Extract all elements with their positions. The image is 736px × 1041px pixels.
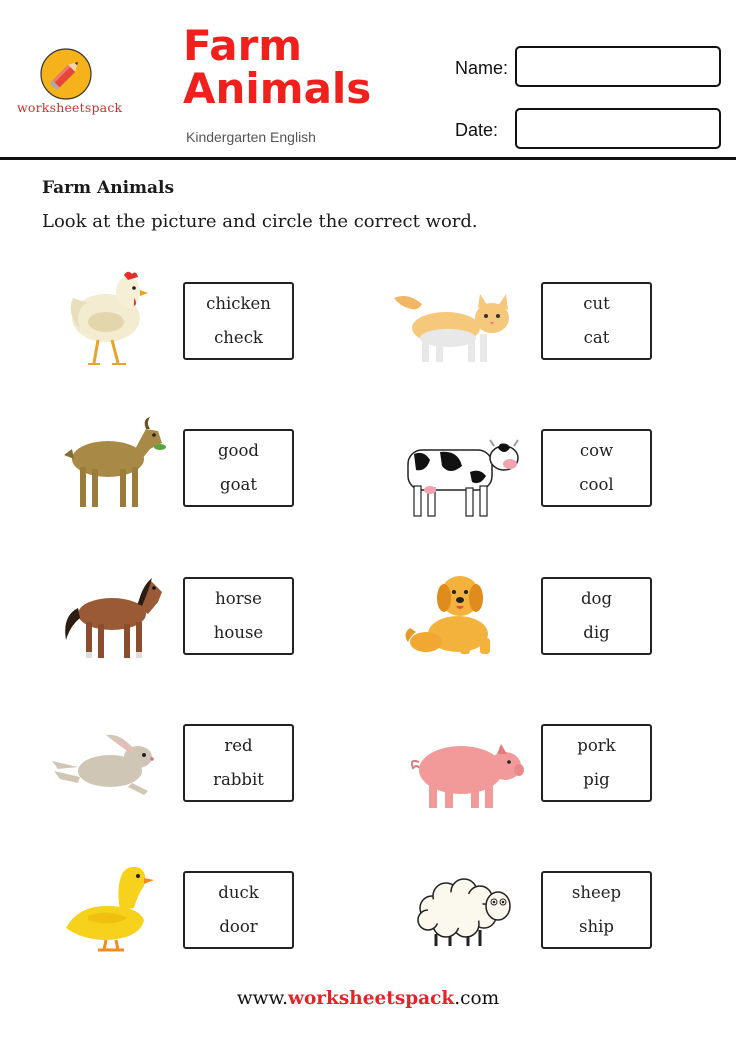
word-option[interactable]: cat (583, 328, 610, 347)
word-option[interactable]: cow (579, 441, 614, 460)
word-option[interactable]: sheep (571, 883, 622, 902)
goat-icon (50, 415, 180, 515)
section-title: Farm Animals (42, 178, 175, 198)
word-option[interactable]: red (224, 736, 253, 755)
choice-box-goat (183, 429, 294, 507)
word-option[interactable]: dig (583, 623, 610, 642)
name-field[interactable] (515, 46, 721, 87)
logo-text: worksheetspack (17, 100, 123, 115)
word-option[interactable]: rabbit (213, 770, 264, 789)
date-label: Date: (455, 120, 499, 140)
header-divider (0, 157, 736, 160)
choice-box-dog (541, 577, 652, 655)
footer-url[interactable]: www.worksheetspack.com (236, 988, 500, 1009)
date-field[interactable] (515, 108, 721, 149)
name-label: Name: (455, 58, 509, 78)
word-option[interactable]: pork (577, 736, 616, 755)
word-option[interactable]: chicken (206, 294, 271, 313)
word-option[interactable]: good (218, 441, 259, 460)
word-option[interactable]: cool (579, 475, 614, 494)
cow-icon (400, 432, 530, 532)
choice-box-horse (183, 577, 294, 655)
sheep-icon (410, 872, 540, 972)
rabbit-icon (48, 725, 178, 825)
instruction-text: Look at the picture and circle the correct word. (42, 211, 478, 232)
word-option[interactable]: cut (583, 294, 610, 313)
choice-box-pig (541, 724, 652, 802)
choice-box-cow (541, 429, 652, 507)
cat-icon (388, 286, 518, 386)
word-option[interactable]: pig (583, 770, 610, 789)
duck-icon (58, 858, 188, 958)
pig-icon (405, 728, 535, 828)
page-title: Farm Animals (183, 21, 372, 113)
word-option[interactable]: ship (579, 917, 614, 936)
word-option[interactable]: duck (218, 883, 259, 902)
word-option[interactable]: goat (220, 475, 257, 494)
subtitle: Kindergarten English (186, 129, 316, 145)
horse-icon (58, 570, 188, 670)
choice-box-sheep (541, 871, 652, 949)
choice-box-cat (541, 282, 652, 360)
word-option[interactable]: door (219, 917, 258, 936)
word-option[interactable]: check (214, 328, 263, 347)
dog-icon (400, 568, 530, 668)
choice-box-chicken (183, 282, 294, 360)
word-option[interactable]: dog (580, 589, 613, 608)
choice-box-duck (183, 871, 294, 949)
word-option[interactable]: house (213, 623, 264, 642)
pencil-logo-icon (40, 48, 92, 100)
word-option[interactable]: horse (215, 589, 262, 608)
choice-box-rabbit (183, 724, 294, 802)
chicken-icon (48, 268, 178, 368)
